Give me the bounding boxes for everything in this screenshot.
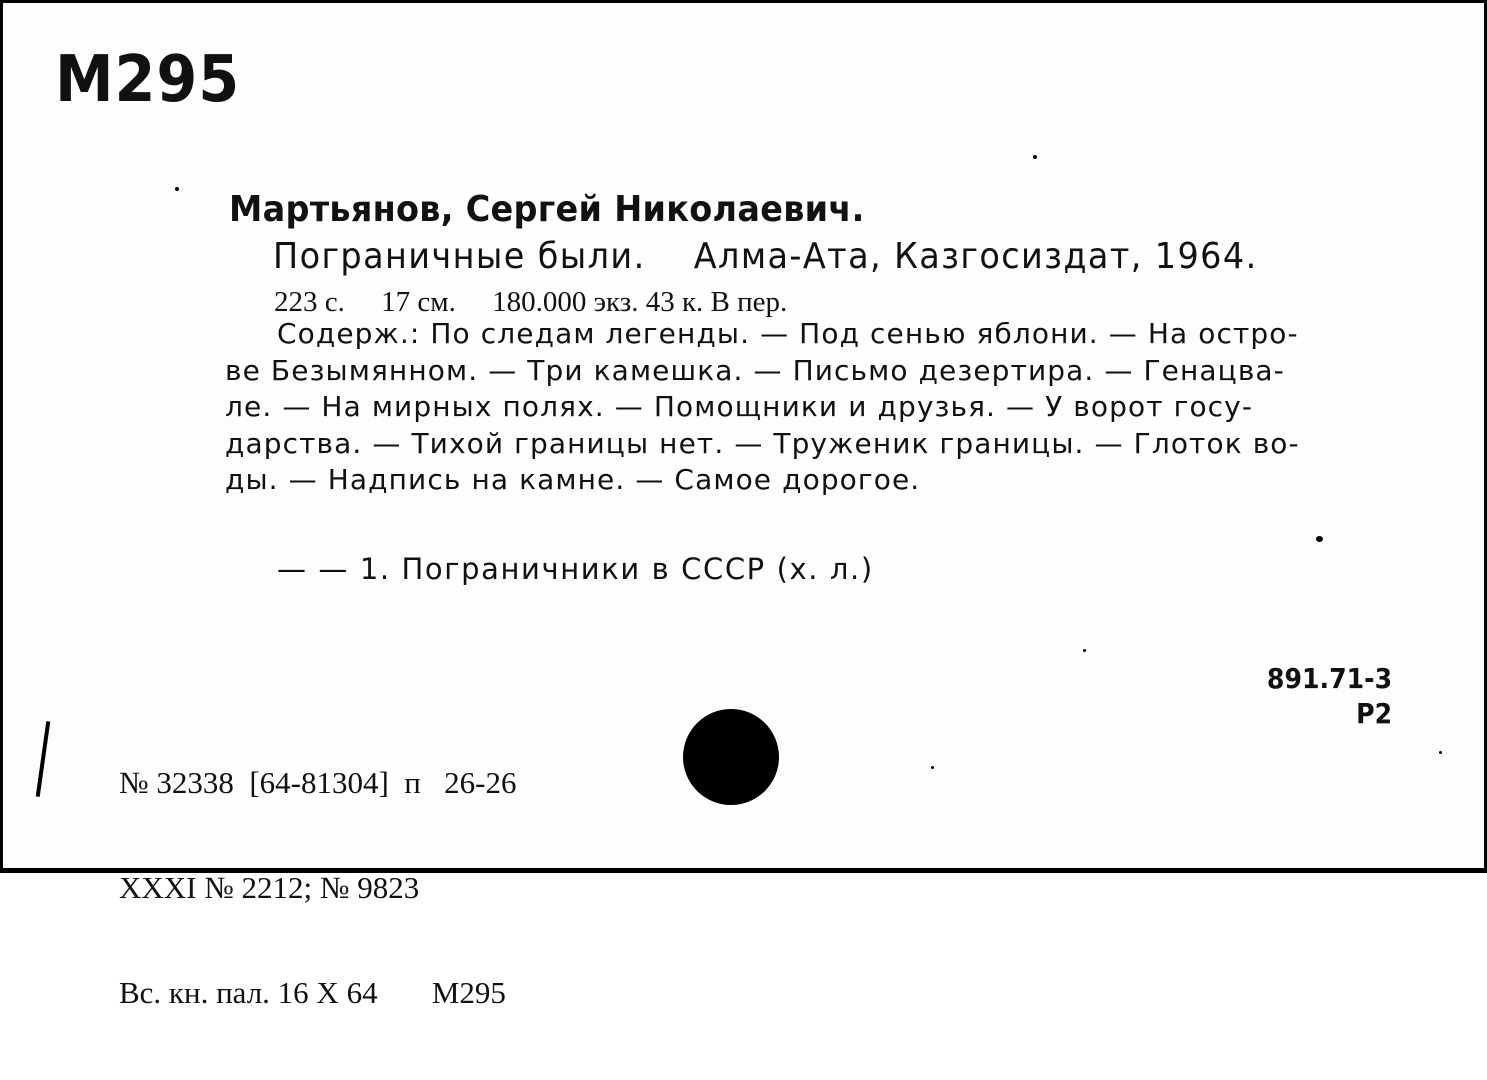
classification-block [1267,661,1392,731]
author-mark: Р2 [1355,697,1392,730]
pencil-mark [36,721,51,797]
ink-speck [175,187,179,191]
ink-speck [1439,751,1442,754]
registration-info [119,695,516,1080]
registration-line: № 32338 [64-81304] п 26-26 [119,765,517,800]
contents-line: дарства. — Тихой границы нет. — Труженик границы. — Глоток во- [225,426,1300,460]
physical-description: 223 с. 17 см. 180.000 экз. 43 к. В пер. [274,286,788,318]
title-imprint-line: Пограничные были. Алма-Ата, Казгосиздат, 1964. [273,236,1258,277]
contents-note [225,316,1397,499]
contents-line: ды. — Надпись на камне. — Самое дорогое. [225,463,921,496]
handwritten-call-number: М295 [55,43,241,117]
punch-hole [683,709,779,805]
contents-line: Содерж.: По следам легенды. — Под сенью яблони. — На остро- [277,317,1299,350]
registration-line: Вс. кн. пал. 16 X 64 М295 [119,975,506,1010]
classification-code: 891.71-3 [1266,662,1392,695]
subject-heading: — — 1. Пограничники в СССР (х. л.) [277,552,874,586]
ink-speck [931,766,934,769]
contents-line: ле. — На мирных полях. — Помощники и друзья. — У ворот госу- [225,390,1254,423]
ink-speck [1083,649,1086,652]
contents-line: ве Безымянном. — Три камешка. — Письмо дезертира. — Генацва- [225,353,1285,387]
ink-speck [1033,155,1037,159]
author-heading: Мартьянов, Сергей Николаевич. [229,189,865,230]
registration-line: XXXI № 2212; № 9823 [119,870,420,905]
ink-speck [1316,536,1323,542]
